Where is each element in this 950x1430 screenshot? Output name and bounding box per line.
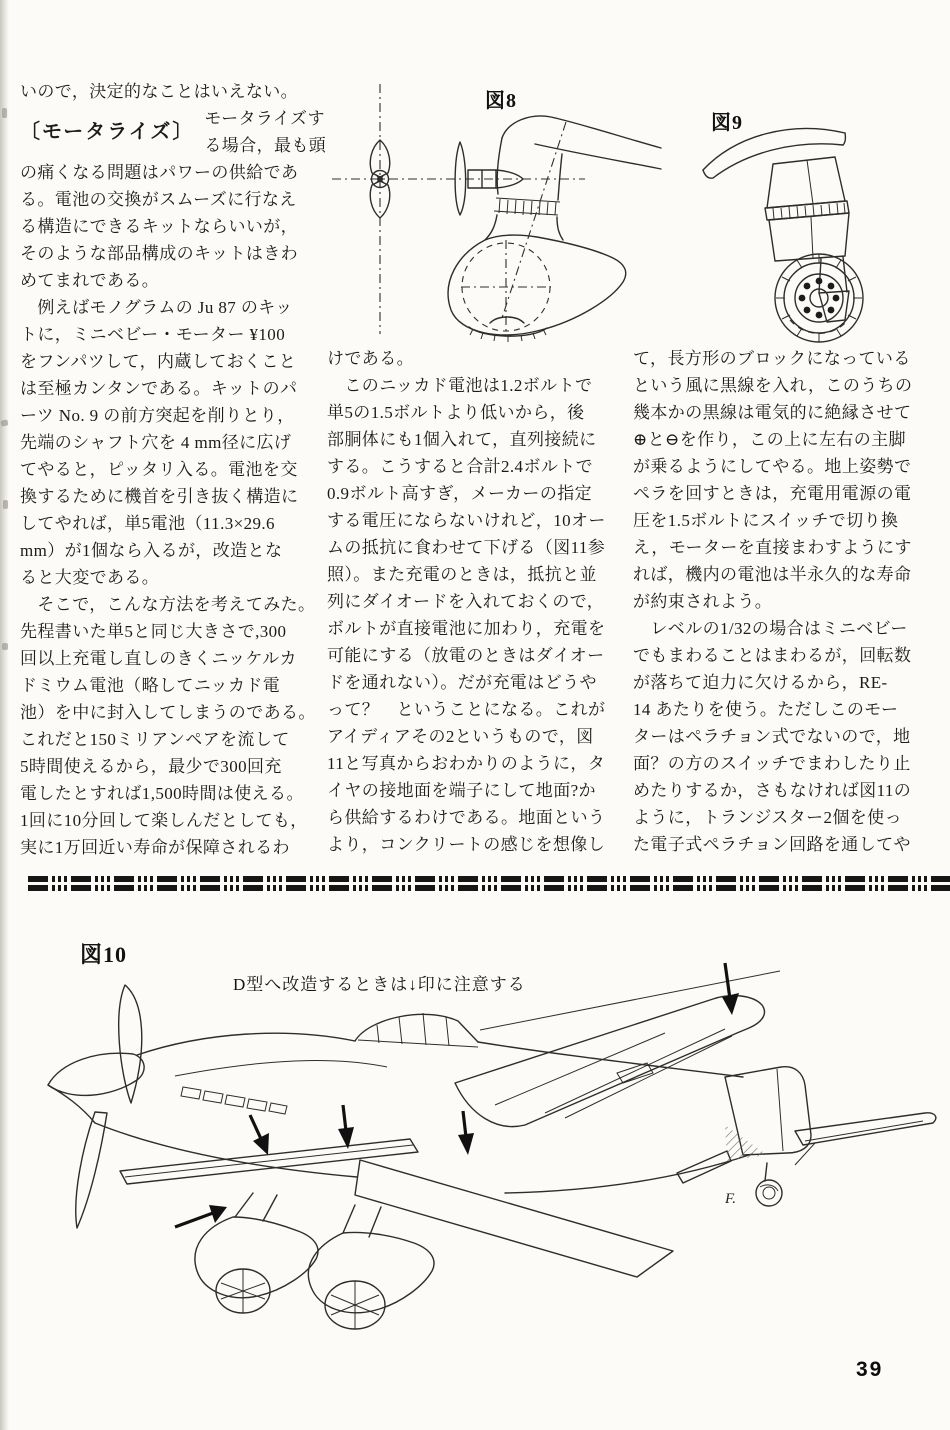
- column-left: [20, 78, 327, 861]
- tail-wheel: [756, 1180, 782, 1206]
- text-line: 11と写真からおわかりのように，タ: [327, 754, 606, 773]
- text-line: モータライズす: [204, 109, 325, 128]
- figure-8: [330, 82, 662, 342]
- scan-smudge: [2, 643, 8, 650]
- text-line: ら供給するわけである。地面という: [327, 808, 606, 827]
- text-line: が乗るようにしてやる。地上姿勢で: [633, 457, 912, 476]
- text-line: ドを通れない）。だが充電はどうや: [327, 673, 597, 692]
- scan-smudge: [2, 108, 7, 118]
- text-line: ムの抵抗に食わせて下げる（図11参: [327, 538, 606, 557]
- column-right-body: [633, 345, 938, 858]
- fig10-drawing: [25, 955, 940, 1335]
- text-line: 回以上充電し直しのきくニッケルカ: [20, 649, 297, 668]
- column-middle: [327, 345, 627, 858]
- text-line: トに，ミニベビー・モーター ¥100: [20, 325, 286, 344]
- text-line: 照）。また充電のときは，抵抗と並: [327, 565, 597, 584]
- figure-9-label: 図9: [711, 112, 743, 134]
- page-number: 39: [856, 1358, 884, 1381]
- text-line: って？ ということになる。これが: [327, 700, 606, 719]
- text-line: レベルの1/32の場合はミニベビー: [633, 619, 908, 638]
- text-line: いので，決定的なことはいえない。: [20, 82, 299, 101]
- figure-10-label: 図10: [80, 942, 128, 967]
- text-line: めてまれである。: [20, 271, 160, 290]
- figure-9: [695, 100, 943, 345]
- text-line: してやれば，単5電池（11.3×29.6: [20, 514, 275, 533]
- text-line: 例えばモノグラムの Ju 87 のキッ: [20, 298, 293, 317]
- text-line: ーツ No. 9 の前方突起を削りとり，: [20, 406, 295, 425]
- text-line: より，コンクリートの感じを想像し: [327, 835, 606, 854]
- text-line: ⊕と⊖を作り，この上に左右の主脚: [633, 430, 906, 449]
- propeller-blade: [119, 985, 142, 1103]
- text-line: ように，トランジスター2個を使っ: [633, 808, 902, 827]
- spinner: [48, 1053, 144, 1095]
- column-left-body: [20, 159, 320, 861]
- text-line: が約束されよう。: [633, 592, 773, 611]
- text-line: イヤの接地面を端子にして地面?か: [327, 781, 596, 800]
- text-line: 先程書いた単5と同じ大きさで,300: [20, 622, 287, 641]
- text-line: でもまわることはまわるが，回転数: [633, 646, 912, 665]
- fuselage-rear-bottom: [505, 1154, 752, 1193]
- text-line: 圧を1.5ボルトにスイッチで切り換: [633, 511, 899, 530]
- text-line: の痛くなる問題はパワーの供給であ: [20, 163, 299, 182]
- canopy-outline: [355, 1014, 478, 1042]
- text-line: ドミウム電池（略してニッカド電: [20, 676, 281, 695]
- text-line: 単5の1.5ボルトより低いから，後: [327, 403, 585, 422]
- text-line: が落ちて迫力に欠けるから，RE-: [633, 673, 888, 692]
- stabilizer: [795, 1113, 936, 1145]
- column-right: [633, 345, 938, 858]
- text-line: た電子式ペラチョン回路を通してや: [633, 835, 911, 854]
- text-line: る。電池の交換がスムーズに行なえ: [20, 190, 297, 209]
- text-line: 14 あたりを使う。ただしこのモー: [633, 700, 899, 719]
- landing-gear-spat: [308, 1205, 434, 1329]
- text-line: これだと150ミリアンペアを流して: [20, 730, 290, 749]
- tire-outer: [775, 254, 863, 342]
- text-line: 0.9ボルト高すぎ，メーカーの指定: [327, 484, 593, 503]
- propeller-blade: [76, 1112, 107, 1228]
- figure-10-caption: D型へ改造するときは↓印に注意する: [233, 975, 526, 994]
- tail-assembly: [677, 1067, 936, 1207]
- tailwheel-fork: [765, 1163, 767, 1181]
- text-line: 電したとすれば1,500時間は使える。: [20, 784, 304, 803]
- text-line: 1回に10分回して楽しんだとしても，: [20, 811, 308, 830]
- text-line: え，モーターを直接まわすようにす: [633, 538, 912, 557]
- text-line: ボルトが直接電池に加わり，充電を: [327, 619, 606, 638]
- text-line: このニッカド電池は1.2ボルトで: [327, 376, 593, 395]
- text-line: する。こうすると合計2.4ボルトで: [327, 457, 594, 476]
- text-line: 可能にする（放電のときはダイオー: [327, 646, 605, 665]
- text-line: そこで，こんな方法を考えてみた。: [20, 595, 316, 614]
- text-line: という風に黒線を入れ，このうちの: [633, 376, 913, 395]
- text-line: そのような部品構成のキットはきわ: [20, 244, 299, 263]
- text-line: めたりするか，さもなければ図11の: [633, 781, 912, 800]
- text-line: てやると，ピッタリ入る。電池を交: [20, 460, 298, 479]
- text-line: 換するために機首を引き抜く構造に: [20, 487, 299, 506]
- text-line: 面？の方のスイッチでまわしたり止: [633, 754, 911, 773]
- section-heading: 〔モータライズ〕: [20, 120, 195, 143]
- text-line: れば，機内の電池は半永久的な寿命: [633, 565, 912, 584]
- text-line: 実に1万回近い寿命が保障されるわ: [20, 838, 290, 857]
- fuselage-top: [137, 1033, 355, 1055]
- text-line: は至極カンタンである。キットのパ: [20, 379, 298, 398]
- separator-row: [28, 876, 950, 882]
- separator-rule: [28, 876, 950, 893]
- text-line: る構造にできるキットならいいが，: [20, 217, 299, 236]
- text-line: 池）を中に封入してしまうのである。: [20, 703, 316, 722]
- hub-bolts: [799, 278, 840, 319]
- tailwheel-annotation: F.: [725, 1191, 736, 1207]
- text-line: 列にダイオードを入れておくので，: [327, 592, 605, 611]
- scan-smudge: [3, 500, 8, 509]
- text-line: 幾本かの黒線は電気的に絶縁させて: [633, 403, 912, 422]
- figure-10: [25, 955, 940, 1335]
- text-line: て，長方形のブロックになっている: [633, 349, 911, 368]
- column-middle-body: [327, 345, 627, 858]
- heading-side-text: [204, 105, 326, 159]
- fig9-drawing: [695, 100, 943, 345]
- scan-edge: [0, 0, 9, 1430]
- section-heading-row: [20, 105, 327, 159]
- separator-row: [28, 885, 950, 891]
- figure-8-label: 図8: [485, 90, 517, 112]
- text-line: する電圧にならないけれど，10オー: [327, 511, 606, 530]
- text-line: ターはペラチョン式でないので，地: [633, 727, 911, 746]
- text-line: けである。: [327, 349, 414, 368]
- landing-gear-front-view: [703, 128, 863, 342]
- text-line: ると大変である。: [20, 568, 160, 587]
- aircraft-side-view: [48, 963, 936, 1329]
- fig8-drawing: [330, 82, 662, 342]
- text-line: る場合，最も頭: [204, 136, 327, 155]
- exhaust-stubs: [181, 1087, 287, 1114]
- text-line: をフンパツして，内蔵しておくこと: [20, 352, 297, 371]
- text-line: 部胴体にも1個入れて，直列接続に: [327, 430, 597, 449]
- text-line: アイディアその2というもので，図: [327, 727, 594, 746]
- text-line: 先端のシャフト穴を 4 mm径に広げ: [20, 433, 292, 452]
- wheel-spat-side-view: [448, 116, 661, 342]
- attention-arrows: [175, 963, 739, 1227]
- near-wing-underside: [355, 1160, 673, 1277]
- text-line: 5時間使えるから，最少で300回充: [20, 757, 282, 776]
- text-line: ペラを回すときは，充電用電源の電: [633, 484, 912, 503]
- text-line: mm）が1個なら入るが，改造とな: [20, 541, 283, 560]
